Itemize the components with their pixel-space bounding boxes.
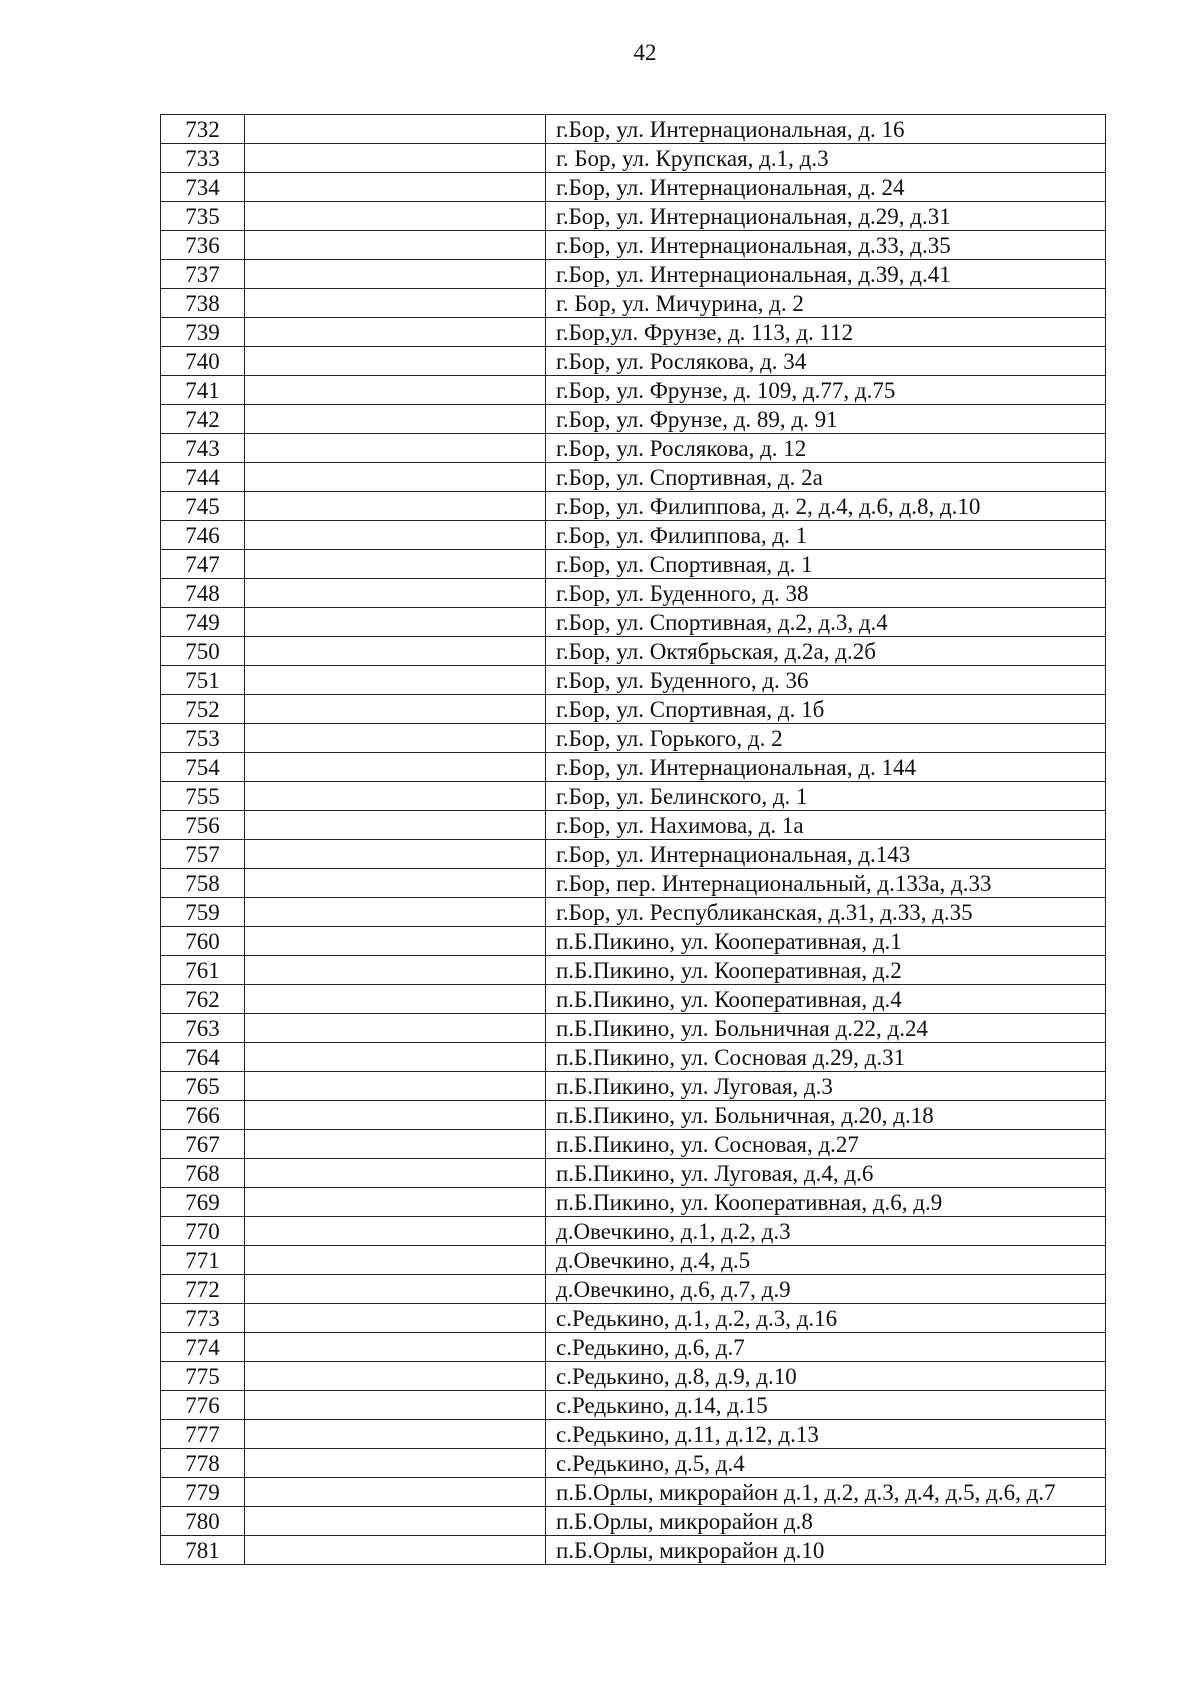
row-address: с.Редькино, д.14, д.15	[546, 1391, 1106, 1420]
row-blank-cell	[245, 1101, 546, 1130]
row-address: с.Редькино, д.6, д.7	[546, 1333, 1106, 1362]
table-row	[161, 463, 1106, 492]
address-table-body	[161, 115, 1106, 1565]
row-blank-cell	[245, 1420, 546, 1449]
row-blank-cell	[245, 1304, 546, 1333]
table-row	[161, 898, 1106, 927]
table-row	[161, 318, 1106, 347]
row-number: 744	[161, 463, 245, 492]
row-address: п.Б.Пикино, ул. Кооперативная, д.6, д.9	[546, 1188, 1106, 1217]
row-address: г.Бор, ул. Спортивная, д. 2а	[546, 463, 1106, 492]
row-number: 764	[161, 1043, 245, 1072]
row-blank-cell	[245, 956, 546, 985]
row-blank-cell	[245, 811, 546, 840]
row-blank-cell	[245, 202, 546, 231]
row-number: 735	[161, 202, 245, 231]
row-blank-cell	[245, 608, 546, 637]
table-row	[161, 1014, 1106, 1043]
row-number: 763	[161, 1014, 245, 1043]
table-row	[161, 1478, 1106, 1507]
row-number: 750	[161, 637, 245, 666]
row-blank-cell	[245, 666, 546, 695]
row-address: г.Бор, ул. Интернациональная, д. 24	[546, 173, 1106, 202]
row-address: п.Б.Пикино, ул. Больничная д.22, д.24	[546, 1014, 1106, 1043]
row-blank-cell	[245, 1043, 546, 1072]
row-blank-cell	[245, 753, 546, 782]
row-number: 741	[161, 376, 245, 405]
row-address: п.Б.Пикино, ул. Сосновая, д.27	[546, 1130, 1106, 1159]
table-row	[161, 579, 1106, 608]
row-address: г.Бор, ул. Филиппова, д. 1	[546, 521, 1106, 550]
table-row	[161, 1507, 1106, 1536]
row-number: 748	[161, 579, 245, 608]
row-blank-cell	[245, 1014, 546, 1043]
address-table	[160, 114, 1106, 1565]
row-number: 751	[161, 666, 245, 695]
row-address: г.Бор, ул. Белинского, д. 1	[546, 782, 1106, 811]
table-row	[161, 1333, 1106, 1362]
row-address: п.Б.Пикино, ул. Кооперативная, д.4	[546, 985, 1106, 1014]
row-blank-cell	[245, 231, 546, 260]
row-number: 742	[161, 405, 245, 434]
row-address: г.Бор, ул. Нахимова, д. 1а	[546, 811, 1106, 840]
table-row	[161, 1188, 1106, 1217]
table-row	[161, 985, 1106, 1014]
row-blank-cell	[245, 289, 546, 318]
row-address: г.Бор, ул. Интернациональная, д.33, д.35	[546, 231, 1106, 260]
row-blank-cell	[245, 434, 546, 463]
row-number: 762	[161, 985, 245, 1014]
row-number: 743	[161, 434, 245, 463]
row-blank-cell	[245, 405, 546, 434]
row-number: 768	[161, 1159, 245, 1188]
row-blank-cell	[245, 463, 546, 492]
row-number: 777	[161, 1420, 245, 1449]
row-number: 736	[161, 231, 245, 260]
row-address: п.Б.Орлы, микрорайон д.8	[546, 1507, 1106, 1536]
table-row	[161, 1420, 1106, 1449]
row-number: 745	[161, 492, 245, 521]
row-blank-cell	[245, 376, 546, 405]
table-row	[161, 434, 1106, 463]
row-address: п.Б.Орлы, микрорайон д.1, д.2, д.3, д.4, д.5, д.6, д.7	[546, 1478, 1106, 1507]
row-address: г.Бор, ул. Фрунзе, д. 89, д. 91	[546, 405, 1106, 434]
row-blank-cell	[245, 985, 546, 1014]
row-address: г. Бор, ул. Мичурина, д. 2	[546, 289, 1106, 318]
table-row	[161, 144, 1106, 173]
table-row	[161, 1043, 1106, 1072]
table-row	[161, 115, 1106, 144]
table-row	[161, 1304, 1106, 1333]
row-address: с.Редькино, д.11, д.12, д.13	[546, 1420, 1106, 1449]
table-row	[161, 1536, 1106, 1565]
table-row	[161, 927, 1106, 956]
row-address: п.Б.Пикино, ул. Кооперативная, д.2	[546, 956, 1106, 985]
row-number: 755	[161, 782, 245, 811]
row-number: 778	[161, 1449, 245, 1478]
row-address: с.Редькино, д.1, д.2, д.3, д.16	[546, 1304, 1106, 1333]
row-blank-cell	[245, 1130, 546, 1159]
table-row	[161, 405, 1106, 434]
row-address: г.Бор, ул. Фрунзе, д. 109, д.77, д.75	[546, 376, 1106, 405]
row-address: п.Б.Пикино, ул. Луговая, д.4, д.6	[546, 1159, 1106, 1188]
row-address: д.Овечкино, д.1, д.2, д.3	[546, 1217, 1106, 1246]
row-number: 774	[161, 1333, 245, 1362]
row-number: 738	[161, 289, 245, 318]
row-blank-cell	[245, 927, 546, 956]
row-number: 766	[161, 1101, 245, 1130]
row-address: г.Бор,ул. Фрунзе, д. 113, д. 112	[546, 318, 1106, 347]
row-number: 780	[161, 1507, 245, 1536]
row-blank-cell	[245, 1072, 546, 1101]
row-address: г.Бор, ул. Рослякова, д. 34	[546, 347, 1106, 376]
row-address: г. Бор, ул. Крупская, д.1, д.3	[546, 144, 1106, 173]
row-address: г.Бор, ул. Буденного, д. 36	[546, 666, 1106, 695]
table-row	[161, 1362, 1106, 1391]
table-row	[161, 1130, 1106, 1159]
row-address: г.Бор, ул. Интернациональная, д.39, д.41	[546, 260, 1106, 289]
table-row	[161, 608, 1106, 637]
row-address: г.Бор, ул. Интернациональная, д. 16	[546, 115, 1106, 144]
row-address: п.Б.Пикино, ул. Сосновая д.29, д.31	[546, 1043, 1106, 1072]
row-address: с.Редькино, д.8, д.9, д.10	[546, 1362, 1106, 1391]
table-row	[161, 1101, 1106, 1130]
row-number: 767	[161, 1130, 245, 1159]
row-blank-cell	[245, 1478, 546, 1507]
row-address: г.Бор, ул. Интернациональная, д.143	[546, 840, 1106, 869]
row-number: 746	[161, 521, 245, 550]
row-number: 753	[161, 724, 245, 753]
table-row	[161, 956, 1106, 985]
row-blank-cell	[245, 637, 546, 666]
row-address: д.Овечкино, д.4, д.5	[546, 1246, 1106, 1275]
row-number: 761	[161, 956, 245, 985]
table-row	[161, 173, 1106, 202]
row-blank-cell	[245, 1159, 546, 1188]
row-blank-cell	[245, 173, 546, 202]
row-address: д.Овечкино, д.6, д.7, д.9	[546, 1275, 1106, 1304]
row-address: г.Бор, ул. Рослякова, д. 12	[546, 434, 1106, 463]
table-row	[161, 637, 1106, 666]
row-blank-cell	[245, 1275, 546, 1304]
row-address: п.Б.Пикино, ул. Кооперативная, д.1	[546, 927, 1106, 956]
row-blank-cell	[245, 1507, 546, 1536]
row-number: 732	[161, 115, 245, 144]
row-address: г.Бор, ул. Интернациональная, д.29, д.31	[546, 202, 1106, 231]
row-number: 765	[161, 1072, 245, 1101]
row-number: 740	[161, 347, 245, 376]
row-number: 747	[161, 550, 245, 579]
row-address: г.Бор, пер. Интернациональный, д.133а, д.33	[546, 869, 1106, 898]
row-address: с.Редькино, д.5, д.4	[546, 1449, 1106, 1478]
table-row	[161, 550, 1106, 579]
table-row	[161, 289, 1106, 318]
row-blank-cell	[245, 260, 546, 289]
row-number: 756	[161, 811, 245, 840]
row-blank-cell	[245, 347, 546, 376]
table-row	[161, 695, 1106, 724]
row-blank-cell	[245, 115, 546, 144]
table-row	[161, 1072, 1106, 1101]
row-address: г.Бор, ул. Октябрьская, д.2а, д.2б	[546, 637, 1106, 666]
table-row	[161, 666, 1106, 695]
row-blank-cell	[245, 782, 546, 811]
row-number: 772	[161, 1275, 245, 1304]
row-blank-cell	[245, 869, 546, 898]
row-number: 758	[161, 869, 245, 898]
table-row	[161, 231, 1106, 260]
row-address: п.Б.Пикино, ул. Больничная, д.20, д.18	[546, 1101, 1106, 1130]
row-blank-cell	[245, 840, 546, 869]
row-blank-cell	[245, 1362, 546, 1391]
row-number: 769	[161, 1188, 245, 1217]
table-row	[161, 1159, 1106, 1188]
row-number: 773	[161, 1304, 245, 1333]
row-address: г.Бор, ул. Буденного, д. 38	[546, 579, 1106, 608]
row-number: 779	[161, 1478, 245, 1507]
row-blank-cell	[245, 1333, 546, 1362]
row-blank-cell	[245, 1536, 546, 1565]
table-row	[161, 782, 1106, 811]
row-address: г.Бор, ул. Интернациональная, д. 144	[546, 753, 1106, 782]
row-number: 759	[161, 898, 245, 927]
row-address: п.Б.Орлы, микрорайон д.10	[546, 1536, 1106, 1565]
table-row	[161, 869, 1106, 898]
row-address: г.Бор, ул. Спортивная, д. 1б	[546, 695, 1106, 724]
row-number: 734	[161, 173, 245, 202]
table-row	[161, 1391, 1106, 1420]
table-row	[161, 1449, 1106, 1478]
row-number: 776	[161, 1391, 245, 1420]
row-number: 771	[161, 1246, 245, 1275]
row-number: 749	[161, 608, 245, 637]
table-row	[161, 811, 1106, 840]
row-number: 737	[161, 260, 245, 289]
page-number: 42	[633, 40, 657, 65]
row-number: 770	[161, 1217, 245, 1246]
row-number: 739	[161, 318, 245, 347]
table-row	[161, 260, 1106, 289]
row-number: 757	[161, 840, 245, 869]
row-blank-cell	[245, 318, 546, 347]
table-row	[161, 347, 1106, 376]
table-row	[161, 753, 1106, 782]
row-number: 733	[161, 144, 245, 173]
row-blank-cell	[245, 550, 546, 579]
row-address: п.Б.Пикино, ул. Луговая, д.3	[546, 1072, 1106, 1101]
table-row	[161, 1217, 1106, 1246]
row-blank-cell	[245, 695, 546, 724]
row-blank-cell	[245, 1188, 546, 1217]
row-number: 775	[161, 1362, 245, 1391]
row-blank-cell	[245, 492, 546, 521]
row-blank-cell	[245, 898, 546, 927]
table-row	[161, 521, 1106, 550]
row-blank-cell	[245, 1246, 546, 1275]
row-blank-cell	[245, 724, 546, 753]
table-row	[161, 202, 1106, 231]
row-address: г.Бор, ул. Горького, д. 2	[546, 724, 1106, 753]
table-row	[161, 1275, 1106, 1304]
row-blank-cell	[245, 144, 546, 173]
row-blank-cell	[245, 1391, 546, 1420]
row-number: 781	[161, 1536, 245, 1565]
table-row	[161, 840, 1106, 869]
row-number: 760	[161, 927, 245, 956]
row-blank-cell	[245, 521, 546, 550]
row-address: г.Бор, ул. Республиканская, д.31, д.33, д.35	[546, 898, 1106, 927]
row-number: 752	[161, 695, 245, 724]
row-address: г.Бор, ул. Спортивная, д. 1	[546, 550, 1106, 579]
table-row	[161, 492, 1106, 521]
row-blank-cell	[245, 1217, 546, 1246]
row-address: г.Бор, ул. Филиппова, д. 2, д.4, д.6, д.8, д.10	[546, 492, 1106, 521]
row-number: 754	[161, 753, 245, 782]
table-row	[161, 1246, 1106, 1275]
table-row	[161, 376, 1106, 405]
row-blank-cell	[245, 1449, 546, 1478]
row-address: г.Бор, ул. Спортивная, д.2, д.3, д.4	[546, 608, 1106, 637]
row-blank-cell	[245, 579, 546, 608]
table-row	[161, 724, 1106, 753]
